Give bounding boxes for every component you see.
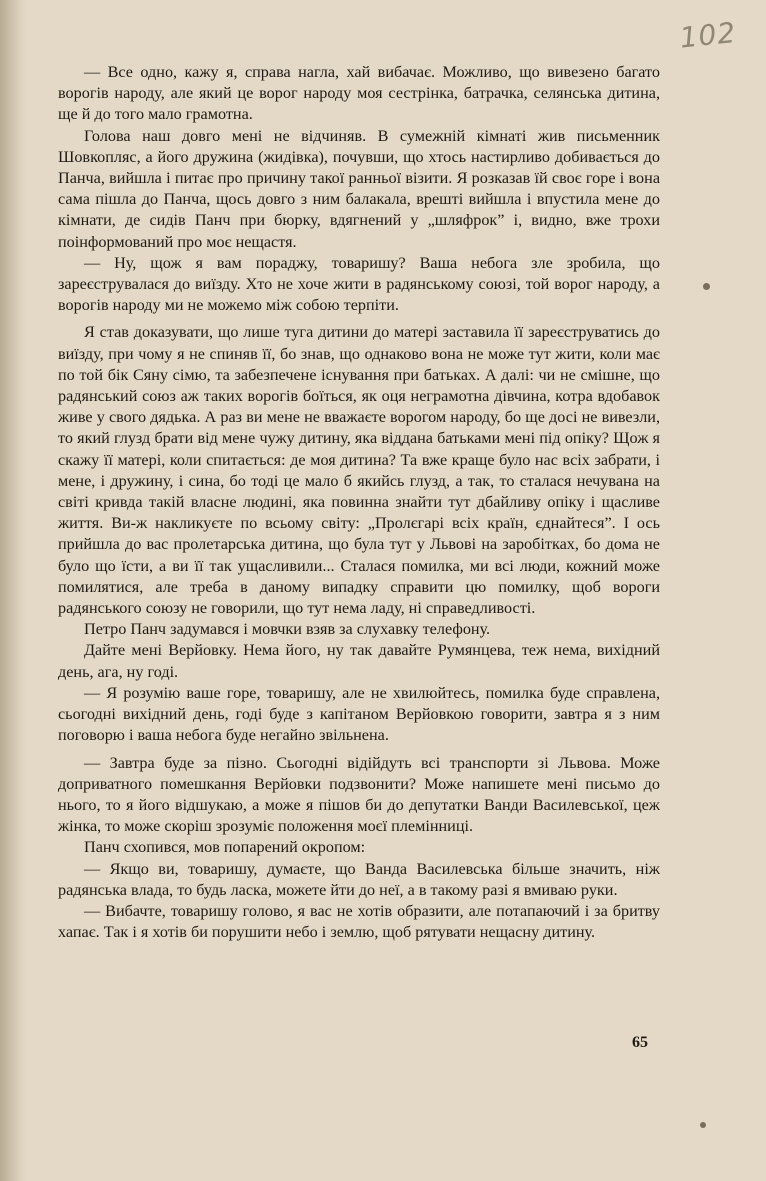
paper-spot (703, 283, 710, 290)
paragraph: — Ну, щож я вам пораджу, товаришу? Ваша небога зле зробила, що зареєструвалася до виїзду. Хто не хоче жити в радянському союзі, той ворог народу, а ворогів народу ми не можемо між собою терпіти. (58, 253, 660, 315)
paragraph: — Вибачте, товаришу голово, я вас не хотів образити, але потапаючий і за бритву хапає. Так і я хотів би порушити небо і землю, щоб рятувати нещасну дитину. (58, 901, 660, 942)
body-text (58, 62, 660, 943)
paper-spot (700, 1122, 706, 1128)
handwritten-page-number: 102 (678, 15, 738, 55)
page-binding-shadow (0, 0, 28, 1181)
paragraph: Панч схопився, мов попарений окропом: (84, 838, 366, 857)
paragraph: — Завтра буде за пізно. Сьогодні відійдуть всі транспорти зі Львова. Може доприватного помешкання Верйовки подзвонити? Може напишете мені письмо до нього, то я його відшукаю, а може я пішов би до депутатки Ванди Василевської, цеж жінка, то може скоріш зрозуміє положення моєї племінниці. (58, 753, 660, 836)
paragraph: — Якщо ви, товаришу, думаєте, що Ванда Василевська більше значить, ніж радянська влада, то будь ласка, можете йти до неї, а в такому разі я вмиваю руки. (58, 859, 660, 899)
paragraph: — Я розумію ваше горе, товаришу, але не хвилюйтесь, помилка буде справлена, сьогодні вихідний день, годі буде з капітаном Верйовкою говорити, завтра я з ним поговорю і ваша небога буде негайно звільнена. (58, 683, 660, 745)
paragraph: Петро Панч задумався і мовчки взяв за слухавку телефону. (84, 620, 491, 639)
page-number: 65 (632, 1034, 648, 1051)
paragraph: Голова наш довго мені не відчиняв. В сумежній кімнаті жив письменник Шовкопляс, а його дружина (жидівка), почувши, що хтось настирливо добивається до Панча, вийшла і питає про причину такої ранньої візити. Я розказав їй своє горе і вона сама пішла до Панча, щось довго з ним балакала, врешті вийшла і впустила мене до кімнати, де сидів Панч при бюрку, вдягнений у „шляфрок” і, видно, вже трохи поінформований про моє нещастя. (58, 126, 660, 251)
paragraph: — Все одно, кажу я, справа нагла, хай вибачає. Можливо, що вивезено багато ворогів народу, але який це ворог народу моя сестрінка, батрачка, селянська дитина, ще й до того мало грамотна. (58, 63, 660, 124)
paragraph: Я став доказувати, що лише туга дитини до матері заставила її зареєструватись до виїзду, при чому я не спиняв її, бо знав, що однаково вона не може тут жити, коли має по той бік Сяну сімю, та забезпечене існування при батьках. А далі: чи не смішне, що радянський союз аж таких ворогів боїться, як оця неграмотна дівчина, котра вдобавок живе у свого дядька. А раз ви мене не вважаєте ворогом народу, бо ще досі не вивезли, то який глузд брати від мене чужу дитину, яка віддана батьками мені під опіку? Щож я скажу її матері, коли спитається: де моя дитина? Та вже краще було нас всіх забрати, і мене, і дружину, і сина, бо тоді це мало б якийсь глузд, а так, то сталася нечувана на світі кривда такій власне людині, яка повинна знайти тут дбайливу опіку і щасливе життя. Ви-ж накликуєте по всьому світу: „Пролєгарі всіх країн, єднайтеся”. І ось прийшла до вас пролетарська дитина, що була тут у Львові на заробітках, бо дома не було що їсти, а ви її так ущасливили... Сталася помилка, ми всі люди, кожний може помилятися, але треба в даному випадку справити цю помилку, щоб вороги радянського союзу не говорили, що тут нема ладу, ні справедливості. (58, 323, 660, 618)
paragraph: Дайте мені Верйовку. Нема його, ну так давайте Румянцева, теж нема, вихідний день, ага, ну годі. (58, 641, 660, 681)
